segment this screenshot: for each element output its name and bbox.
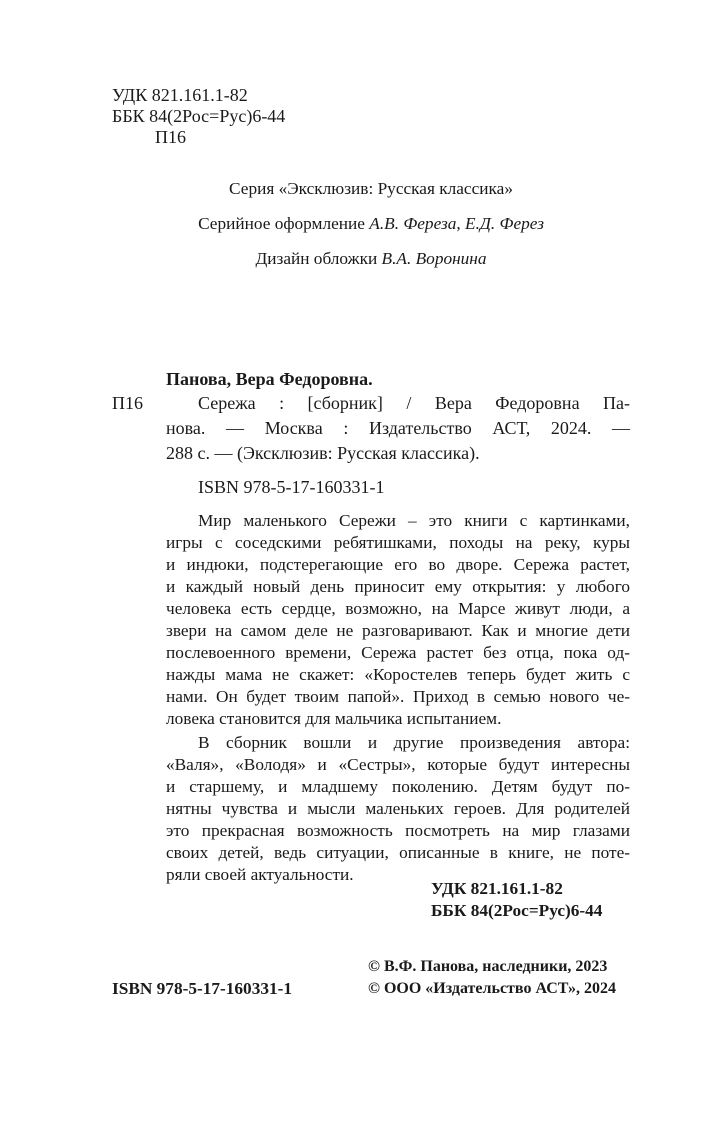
annotation-line: человека есть сердце, возможно, на Марсе живут люди, а — [166, 599, 630, 618]
designer-name-2: Е.Д. Ферез — [465, 214, 544, 233]
annotation-line: звери на самом деле не разговаривают. Как и многие дети — [166, 621, 630, 640]
annotation-line: В сборник вошли и другие произведения автора: — [198, 733, 630, 752]
catalog-author-sign: П16 — [112, 393, 143, 413]
cover-credit-line — [0, 248, 709, 270]
annotation-line: и старшему, и младшему поколению. Детям будут по- — [166, 777, 630, 796]
catalog-description-line: 288 с. — (Эксклюзив: Русская классика). — [166, 443, 480, 463]
annotation-line: «Валя», «Володя» и «Сестры», которые будут интересны — [166, 755, 630, 774]
footer-isbn: ISBN 978-5-17-160331-1 — [112, 979, 293, 998]
annotation-line: послевоенного времени, Сережа растет без отца, пока од- — [166, 643, 630, 662]
annotation-line: и индюки, подстерегающие его во дворе. Сережа растет, — [166, 555, 630, 574]
catalog-author-heading: Панова, Вера Федоровна. — [166, 369, 373, 389]
annotation-line: и каждый новый день приносит ему открытия: у любого — [166, 577, 630, 596]
series-line: Серия «Эксклюзив: Русская классика» — [229, 179, 513, 198]
bbk-code-top: ББК 84(2Рос=Рус)6-44 — [112, 106, 286, 126]
cover-designer-name: В.А. Воронина — [381, 249, 487, 268]
annotation-line: нятны чувства и мысли маленьких героев. Для родителей — [166, 799, 630, 818]
designer-name-1: А.В. Фереза — [369, 214, 457, 233]
annotation-line: нами. Он будет твоим папой». Приход в семью нового че- — [166, 687, 630, 706]
design-credit-line — [0, 213, 709, 235]
copyright-author: © В.Ф. Панова, наследники, 2023 — [368, 958, 608, 975]
annotation-line: Мир маленького Сережи – это книги с картинками, — [198, 511, 630, 530]
design-separator: , — [456, 214, 466, 233]
design-label: Серийное оформление — [198, 214, 370, 233]
annotation-line: игры с соседскими ребятишками, походы на реку, куры — [166, 533, 630, 552]
cover-label: Дизайн обложки — [255, 249, 382, 268]
copyright-publisher: © ООО «Издательство АСТ», 2024 — [368, 980, 617, 997]
catalog-description-line: Сережа : [сборник] / Вера Федоровна Па- — [198, 393, 630, 413]
catalog-description-line: нова. — Москва : Издательство АСТ, 2024. — — [166, 418, 630, 438]
annotation-line: своих детей, ведь ситуации, описанные в книге, не поте- — [166, 843, 630, 862]
annotation-line: нажды мама не скажет: «Коростелев теперь будет жить с — [166, 665, 630, 684]
udk-code-top: УДК 821.161.1-82 — [112, 85, 248, 105]
annotation-line: ряли своей актуальности. — [166, 865, 354, 884]
annotation-line: ловека становится для мальчика испытанием. — [166, 709, 502, 728]
udk-code-bottom: УДК 821.161.1-82 — [431, 879, 563, 898]
annotation-line: это прекрасная возможность посмотреть на мир глазами — [166, 821, 630, 840]
bbk-code-bottom: ББК 84(2Рос=Рус)6-44 — [431, 901, 603, 920]
catalog-isbn: ISBN 978-5-17-160331-1 — [198, 477, 385, 497]
author-sign-top: П16 — [155, 127, 186, 147]
